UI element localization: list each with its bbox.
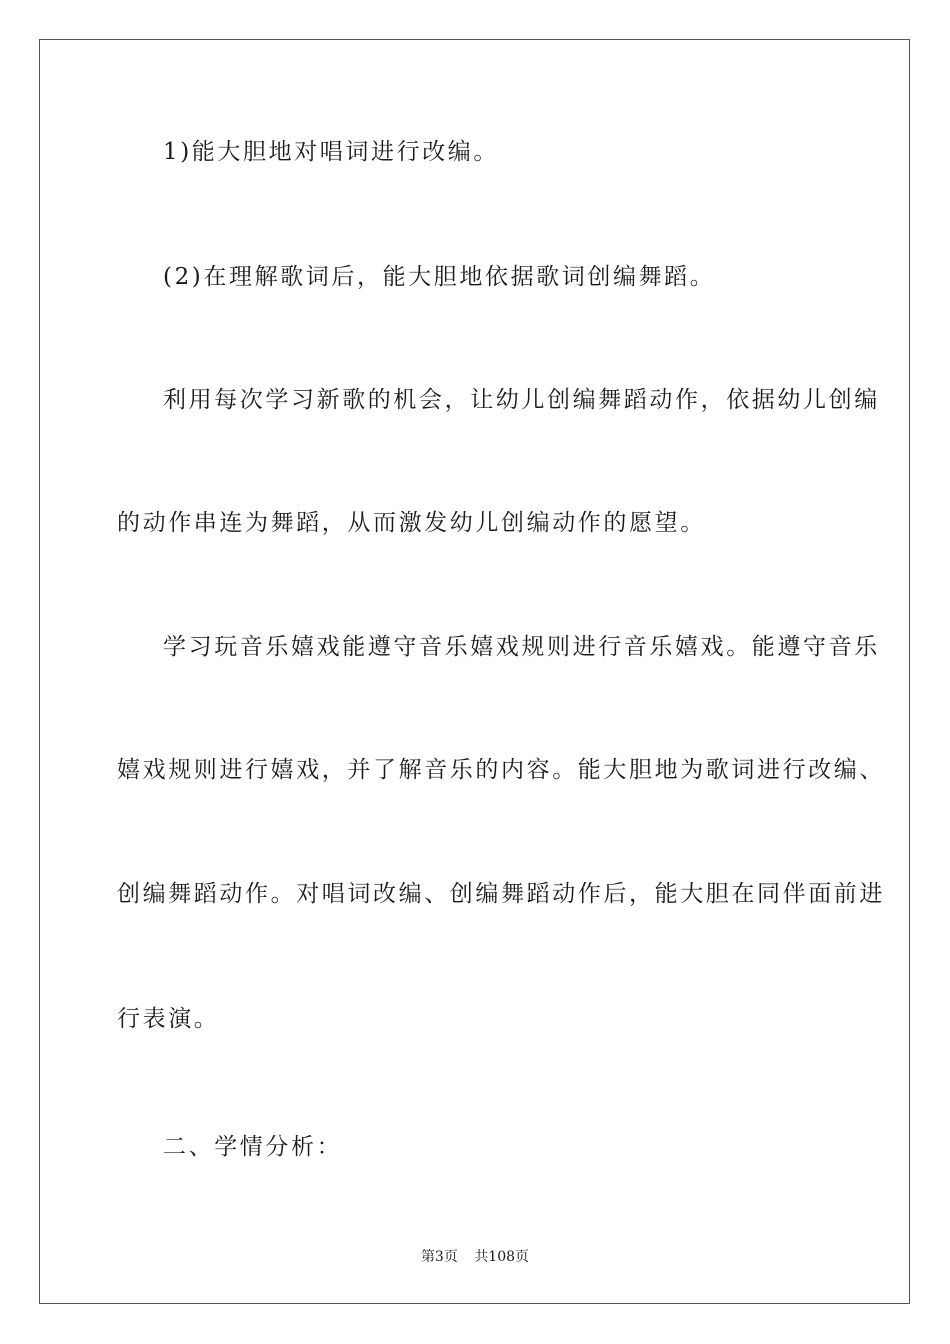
paragraph-3-line-1: 利用每次学习新歌的机会，让幼儿创编舞蹈动作，依据幼儿创编 bbox=[163, 387, 880, 413]
paragraph-4-line-3: 创编舞蹈动作。对唱词改编、创编舞蹈动作后，能大胆在同伴面前进 bbox=[117, 881, 885, 907]
page-footer bbox=[0, 1247, 950, 1267]
paragraph-3-line-2: 的动作串连为舞蹈，从而激发幼儿创编动作的愿望。 bbox=[117, 510, 706, 536]
total-pages: 共108页 bbox=[474, 1249, 530, 1265]
paragraph-4-line-2: 嬉戏规则进行嬉戏，并了解音乐的内容。能大胆地为歌词进行改编、 bbox=[117, 757, 885, 783]
paragraph-2-line-1: (2)在理解歌词后，能大胆地依据歌词创编舞蹈。 bbox=[163, 264, 716, 290]
section-heading-learning-analysis: 二、学情分析： bbox=[163, 1134, 343, 1160]
page-number: 第3页 bbox=[420, 1249, 458, 1265]
page-frame bbox=[39, 39, 910, 1304]
paragraph-1-line-1: 1)能大胆地对唱词进行改编。 bbox=[163, 139, 500, 165]
paragraph-4-line-4: 行表演。 bbox=[117, 1006, 220, 1032]
paragraph-4-line-1: 学习玩音乐嬉戏能遵守音乐嬉戏规则进行音乐嬉戏。能遵守音乐 bbox=[163, 634, 880, 660]
